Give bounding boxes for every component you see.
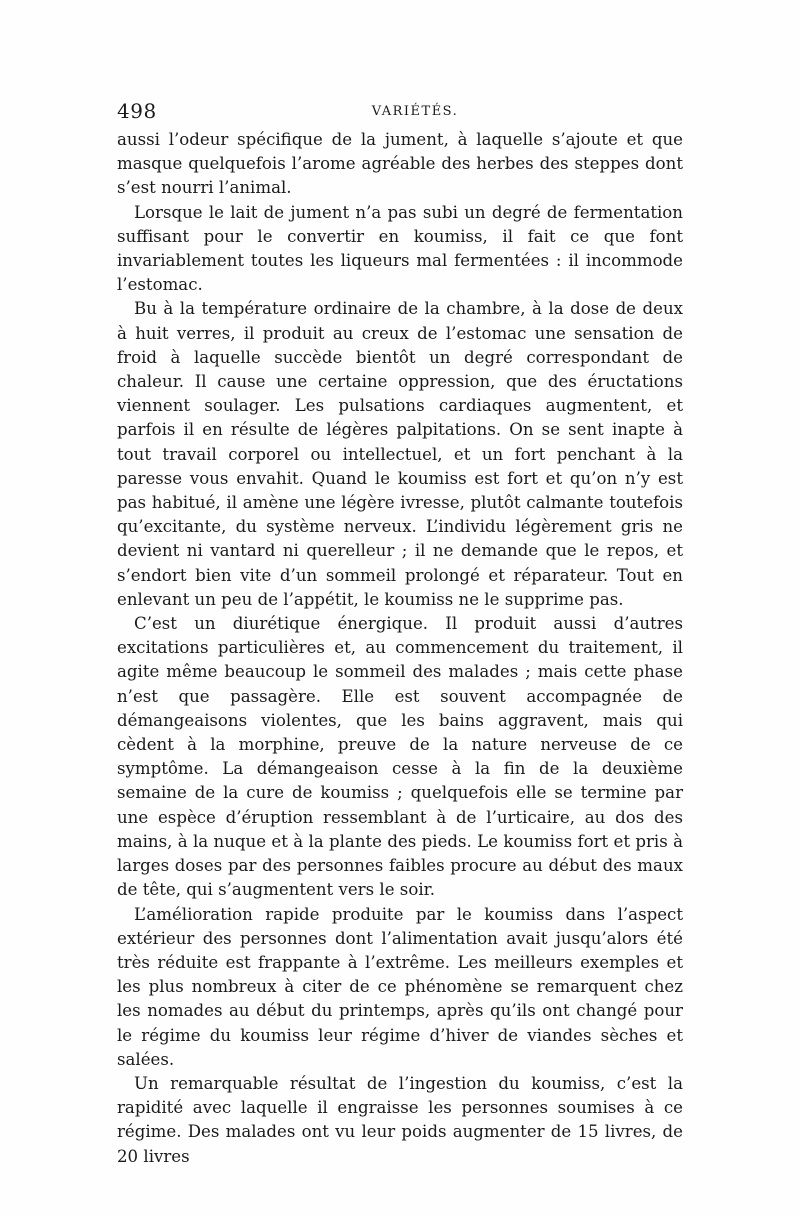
page-header: [117, 99, 683, 123]
paragraph-continuation: aussi l’odeur spécifique de la jument, à laquelle s’ajoute et que masque quelquefois l’arome agréable des herbes des steppes dont s’est nourri l’animal.: [117, 130, 683, 198]
paragraph-weight-gain: Un remarquable résultat de l’ingestion du koumiss, c’est la rapidité avec laquelle il engraisse les personnes soumises à ce régime. Des malades ont vu leur poids augmenter de 15 livres, de 20 livres: [117, 1073, 683, 1166]
paragraph-improvement: L’amélioration rapide produite par le koumiss dans l’aspect extérieur des personnes dont l’alimentation avait jusqu’alors été très réduite est frappante à l’extrême. Les meilleurs exemples et les plus nombreux à citer de ce phénomène se remarquent chez les nomades au début du printemps, après qu’ils ont changé pour le régime du koumiss leur régime d’hiver de viandes sèches et salées.: [117, 904, 683, 1069]
paragraph-effects: Bu à la température ordinaire de la chambre, à la dose de deux à huit verres, il produit au creux de l’estomac une sensation de froid à laquelle succède bientôt un degré correspondant de chaleur. Il cause une certaine oppression, que des éructations viennent soulager. Les pulsations cardiaques augmentent, et parfois il en résulte de légères palpitations. On se sent inapte à tout travail corporel ou intellectuel, et un fort penchant à la paresse vous envahit. Quand le koumiss est fort et qu’on n’y est pas habitué, il amène une légère ivresse, plutôt calmante toutefois qu’excitante, du système nerveux. L’individu légèrement gris ne devient ni vantard ni querelleur ; il ne demande que le repos, et s’endort bien vite d’un sommeil prolongé et réparateur. Tout en enlevant un peu de l’appétit, le koumiss ne le supprime pas.: [117, 299, 683, 609]
body-text: [117, 128, 683, 1169]
paragraph-fermentation: Lorsque le lait de jument n’a pas subi un degré de fermentation suffisant pour le convertir en koumiss, il fait ce que font invariablement toutes les liqueurs mal fermentées : il incommode l’estomac.: [117, 202, 683, 295]
page-number: 498: [117, 99, 157, 123]
running-title: VARIÉTÉS.: [371, 104, 459, 119]
paragraph-diuretic: C’est un diurétique énergique. Il produit aussi d’autres excitations particulières et, au commencement du traitement, il agite même beaucoup le sommeil des malades ; mais cette phase n’est que passagère. Elle est souvent accompagnée de démangeaisons violentes, que les bains aggravent, mais qui cèdent à la morphine, preuve de la nature nerveuse de ce symptôme. La démangeaison cesse à la fin de la deuxième semaine de la cure de koumiss ; quelquefois elle se termine par une espèce d’éruption ressemblant à de l’urticaire, au dos des mains, à la nuque et à la plante des pieds. Le koumiss fort et pris à larges doses par des personnes faibles procure au début des maux de tête, qui s’augmentent vers le soir.: [117, 614, 683, 900]
